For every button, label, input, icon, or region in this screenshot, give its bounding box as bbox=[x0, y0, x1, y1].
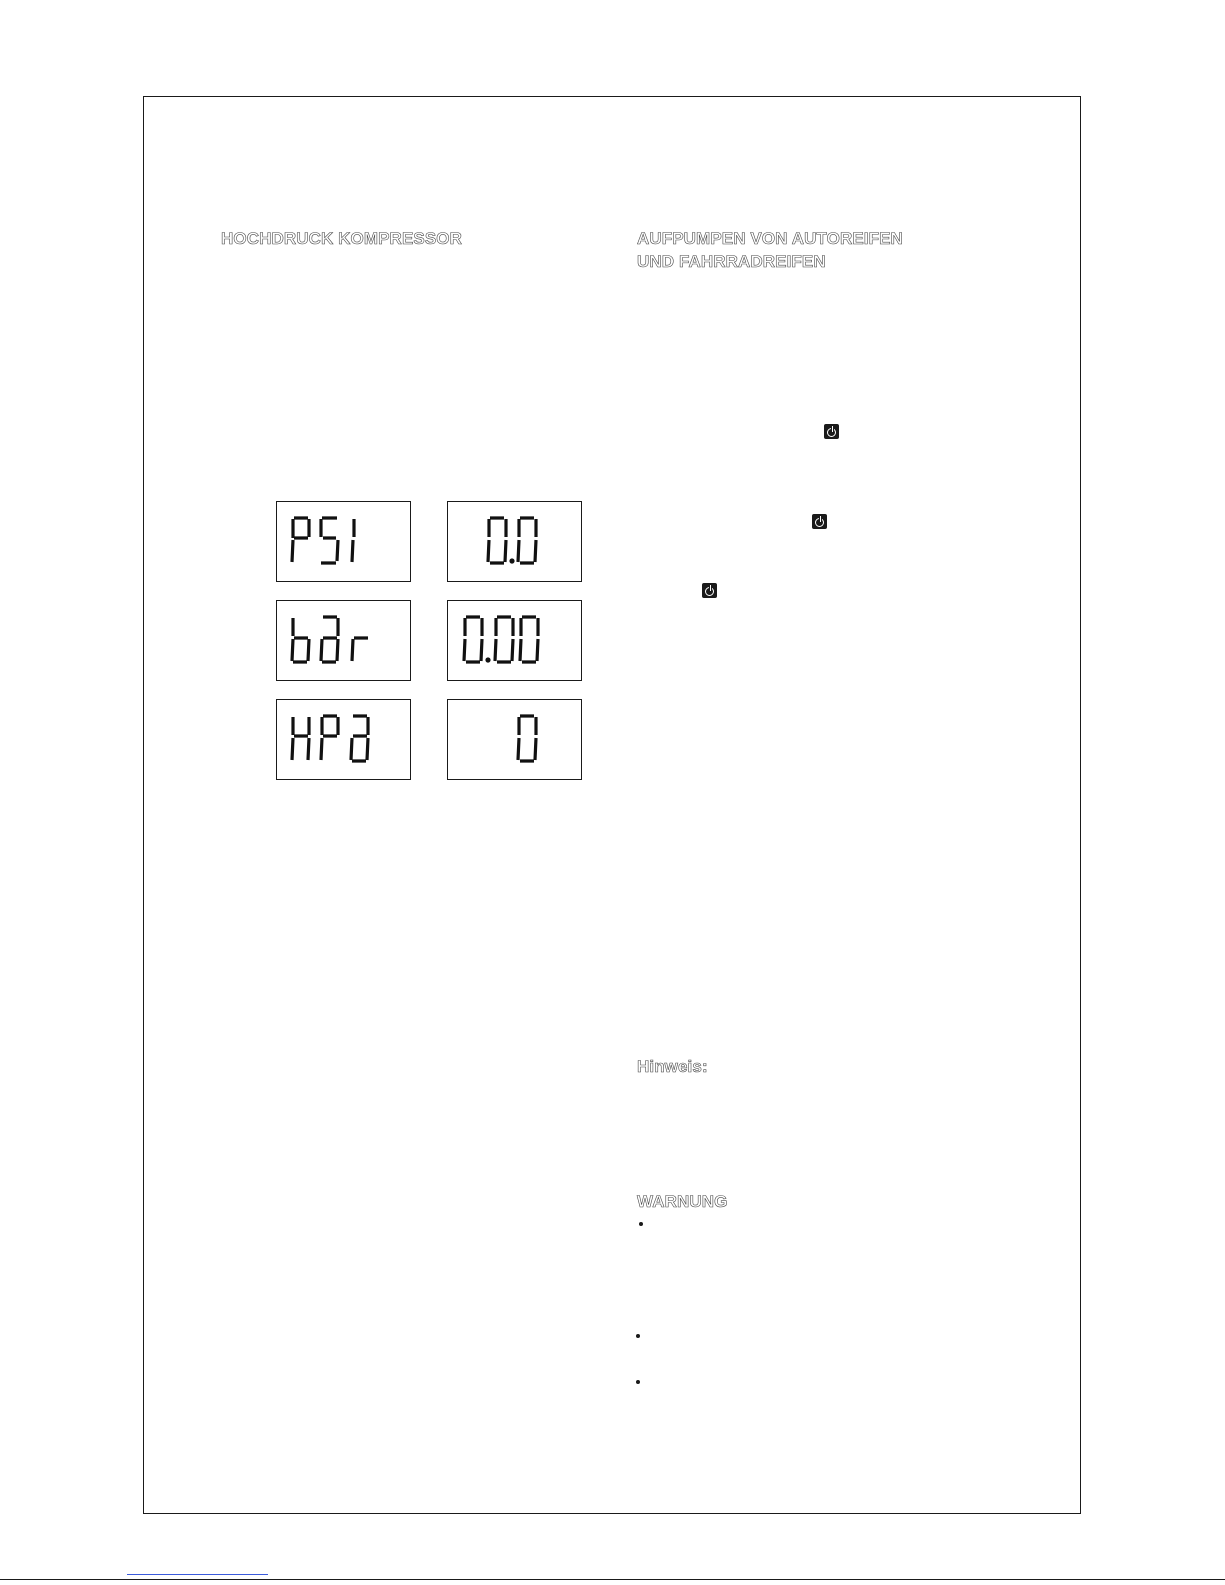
section-title-tire-inflation-line2: UND FAHRRADREIFEN bbox=[637, 252, 826, 271]
lcd-bar-unit-glyphs bbox=[277, 601, 412, 682]
section-title-high-pressure-compressor: HOCHDRUCK KOMPRESSOR bbox=[221, 229, 462, 248]
warning-bullet bbox=[636, 1334, 640, 1338]
lcd-psi-value-glyphs bbox=[448, 502, 583, 583]
lcd-display-bar-value bbox=[447, 600, 582, 681]
lcd-bar-value-glyphs bbox=[448, 601, 583, 682]
note-label: Hinweis: bbox=[637, 1057, 708, 1076]
lcd-display-kpa-value bbox=[447, 699, 582, 780]
lcd-display-bar-unit bbox=[276, 600, 411, 681]
power-button-icon bbox=[702, 583, 717, 598]
warning-bullet bbox=[639, 1222, 643, 1226]
power-button-icon bbox=[824, 424, 839, 439]
lcd-display-psi-unit bbox=[276, 501, 411, 582]
warning-label: WARNUNG bbox=[637, 1192, 728, 1211]
lcd-kpa-unit-glyphs bbox=[277, 700, 412, 781]
footer-rule bbox=[0, 1579, 1225, 1580]
page-frame bbox=[143, 96, 1081, 1514]
footer-link-underline bbox=[127, 1574, 268, 1575]
lcd-display-psi-value bbox=[447, 501, 582, 582]
warning-bullet bbox=[636, 1380, 640, 1384]
lcd-display-kpa-unit bbox=[276, 699, 411, 780]
lcd-psi-unit-glyphs bbox=[277, 502, 412, 583]
power-button-icon bbox=[812, 514, 827, 529]
lcd-kpa-value-glyphs bbox=[448, 700, 583, 781]
section-title-tire-inflation-line1: AUFPUMPEN VON AUTOREIFEN bbox=[637, 229, 903, 248]
